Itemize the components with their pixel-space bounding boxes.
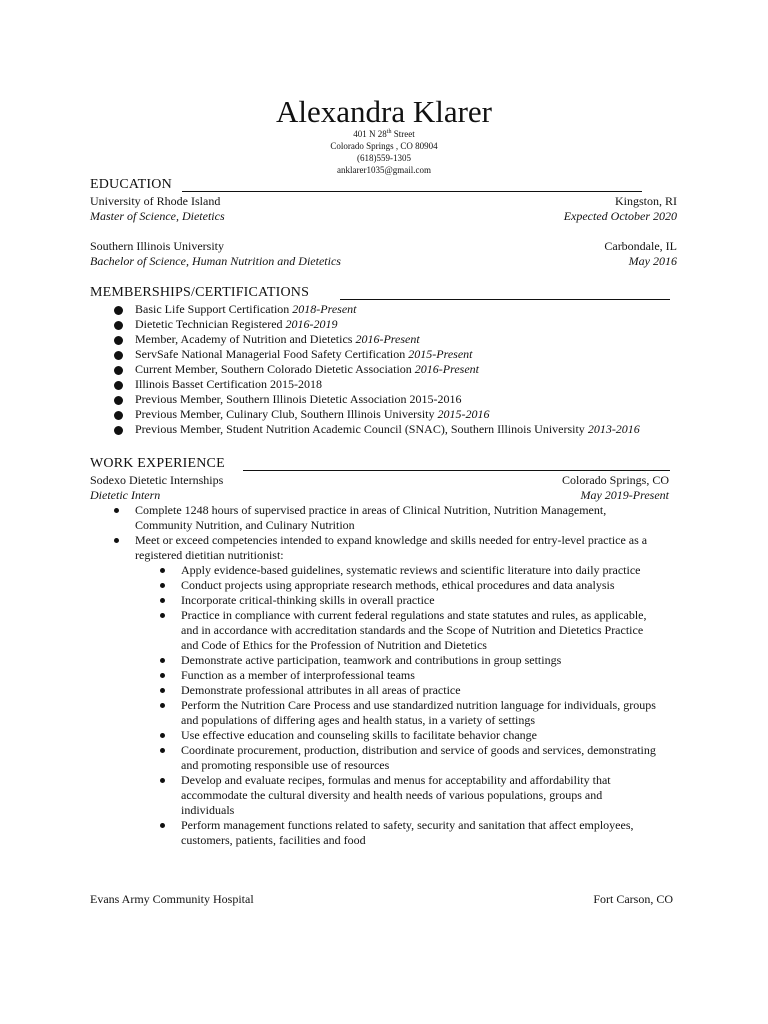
bullet-dot-icon bbox=[114, 351, 123, 360]
bullet-dot-icon bbox=[114, 306, 123, 315]
sub-bullet-line: Practice in compliance with current federal regulations and state statutes and rules, as applicable, bbox=[181, 608, 647, 622]
education-location-1: Kingston, RI bbox=[614, 194, 677, 208]
bullet-dot-icon bbox=[114, 396, 123, 405]
sub-bullet-dot-icon bbox=[160, 568, 165, 573]
sub-bullet-dot-icon bbox=[160, 658, 165, 663]
job-employer: Evans Army Community Hospital bbox=[90, 892, 254, 906]
bullet-dot-icon bbox=[114, 508, 119, 513]
sub-bullet-line: customers, patients, facilities and food bbox=[181, 833, 366, 847]
sub-bullet-line: Apply evidence-based guidelines, systematic reviews and scientific literature into daily practice bbox=[181, 563, 641, 577]
membership-item: Previous Member, Culinary Club, Southern Illinois University 2015-2016 bbox=[135, 407, 490, 421]
membership-item: ServSafe National Managerial Food Safety Certification 2015-Present bbox=[135, 347, 473, 361]
job-bullet-line: registered dietitian nutritionist: bbox=[135, 548, 284, 562]
membership-item: Dietetic Technician Registered 2016-2019 bbox=[135, 317, 338, 331]
sub-bullet-dot-icon bbox=[160, 823, 165, 828]
education-school-2: Southern Illinois University bbox=[90, 239, 224, 253]
education-school-1: University of Rhode Island bbox=[90, 194, 221, 208]
sub-bullet-line: accommodate the cultural diversity and health needs of various populations, groups and bbox=[181, 788, 603, 802]
sub-bullet-dot-icon bbox=[160, 733, 165, 738]
education-date-2: May 2016 bbox=[628, 254, 677, 268]
education-degree-2: Bachelor of Science, Human Nutrition and Dietetics bbox=[90, 254, 341, 268]
bullet-dot-icon bbox=[114, 381, 123, 390]
sub-bullet-dot-icon bbox=[160, 778, 165, 783]
membership-item: Illinois Basset Certification 2015-2018 bbox=[135, 377, 322, 391]
sub-bullet-line: Coordinate procurement, production, distribution and service of goods and services, demonstrating bbox=[181, 743, 656, 757]
contact-block bbox=[0, 128, 768, 176]
bullet-dot-icon bbox=[114, 538, 119, 543]
sub-bullet-line: and promoting responsible use of resources bbox=[181, 758, 390, 772]
candidate-name: Alexandra Klarer bbox=[275, 94, 493, 129]
sub-bullet-dot-icon bbox=[160, 583, 165, 588]
phone: (618)559-1305 bbox=[357, 153, 411, 163]
sub-bullet-line: Develop and evaluate recipes, formulas and menus for acceptability and affordability that bbox=[181, 773, 611, 787]
education-heading: EDUCATION bbox=[90, 177, 172, 192]
job-employer: Sodexo Dietetic Internships bbox=[90, 473, 224, 487]
membership-item: Previous Member, Southern Illinois Dietetic Association 2015-2016 bbox=[135, 392, 462, 406]
membership-item: Current Member, Southern Colorado Dietetic Association 2016-Present bbox=[135, 362, 480, 376]
sub-bullet-line: individuals bbox=[181, 803, 235, 817]
sub-bullet-line: Function as a member of interprofessional teams bbox=[181, 668, 415, 682]
sub-bullet-line: and populations of differing ages and health status, in a variety of settings bbox=[181, 713, 536, 727]
education-date-1: Expected October 2020 bbox=[563, 209, 677, 223]
sub-bullet-line: Demonstrate active participation, teamwork and contributions in group settings bbox=[181, 653, 562, 667]
job-location: Fort Carson, CO bbox=[593, 892, 673, 906]
education-location-2: Carbondale, IL bbox=[604, 239, 677, 253]
memberships-heading: MEMBERSHIPS/CERTIFICATIONS bbox=[90, 285, 310, 300]
sub-bullet-line: and Code of Ethics for the Profession of Nutrition and Dietetics bbox=[181, 638, 487, 652]
sub-bullet-line: Perform management functions related to safety, security and sanitation that affect employees, bbox=[181, 818, 634, 832]
bullet-dot-icon bbox=[114, 426, 123, 435]
job-bullet-line: Meet or exceed competencies intended to expand knowledge and skills needed for entry-level practice as a bbox=[135, 533, 648, 547]
work-rule bbox=[243, 470, 670, 471]
sub-bullet-dot-icon bbox=[160, 598, 165, 603]
sub-bullet-line: and in accordance with accreditation standards and the Scope of Nutrition and Dietetics Practice bbox=[181, 623, 644, 637]
email: anklarer1035@gmail.com bbox=[336, 165, 431, 175]
job-bullet-line: Community Nutrition, and Culinary Nutrition bbox=[135, 518, 355, 532]
bullet-dot-icon bbox=[114, 336, 123, 345]
bullet-dot-icon bbox=[114, 366, 123, 375]
sub-bullet-line: Perform the Nutrition Care Process and use standardized nutrition language for individuals, groups bbox=[181, 698, 656, 712]
sub-bullet-dot-icon bbox=[160, 613, 165, 618]
sub-bullet-line: Demonstrate professional attributes in all areas of practice bbox=[181, 683, 461, 697]
membership-item: Basic Life Support Certification 2018-Present bbox=[135, 302, 357, 316]
bullet-dot-icon bbox=[114, 411, 123, 420]
address-line-1: 401 N 28th Street bbox=[353, 129, 415, 139]
sub-bullet-dot-icon bbox=[160, 688, 165, 693]
education-rule bbox=[182, 191, 642, 192]
address-line-2: Colorado Springs , CO 80904 bbox=[330, 141, 438, 151]
job-bullet-line: Complete 1248 hours of supervised practice in areas of Clinical Nutrition, Nutrition Management, bbox=[135, 503, 607, 517]
work-heading: WORK EXPERIENCE bbox=[90, 456, 225, 471]
job-date: May 2019-Present bbox=[580, 488, 669, 502]
memberships-rule bbox=[340, 299, 670, 300]
membership-item: Previous Member, Student Nutrition Academic Council (SNAC), Southern Illinois University 2013-2016 bbox=[135, 422, 640, 436]
membership-item: Member, Academy of Nutrition and Dietetics 2016-Present bbox=[135, 332, 420, 346]
sub-bullet-dot-icon bbox=[160, 703, 165, 708]
sub-bullet-dot-icon bbox=[160, 748, 165, 753]
job-role: Dietetic Intern bbox=[90, 488, 161, 502]
bullet-dot-icon bbox=[114, 321, 123, 330]
sub-bullet-dot-icon bbox=[160, 673, 165, 678]
job-location: Colorado Springs, CO bbox=[561, 473, 669, 487]
education-degree-1: Master of Science, Dietetics bbox=[90, 209, 225, 223]
sub-bullet-line: Use effective education and counseling skills to facilitate behavior change bbox=[181, 728, 537, 742]
sub-bullet-line: Incorporate critical-thinking skills in overall practice bbox=[181, 593, 435, 607]
sub-bullet-line: Conduct projects using appropriate research methods, ethical procedures and data analysis bbox=[181, 578, 615, 592]
